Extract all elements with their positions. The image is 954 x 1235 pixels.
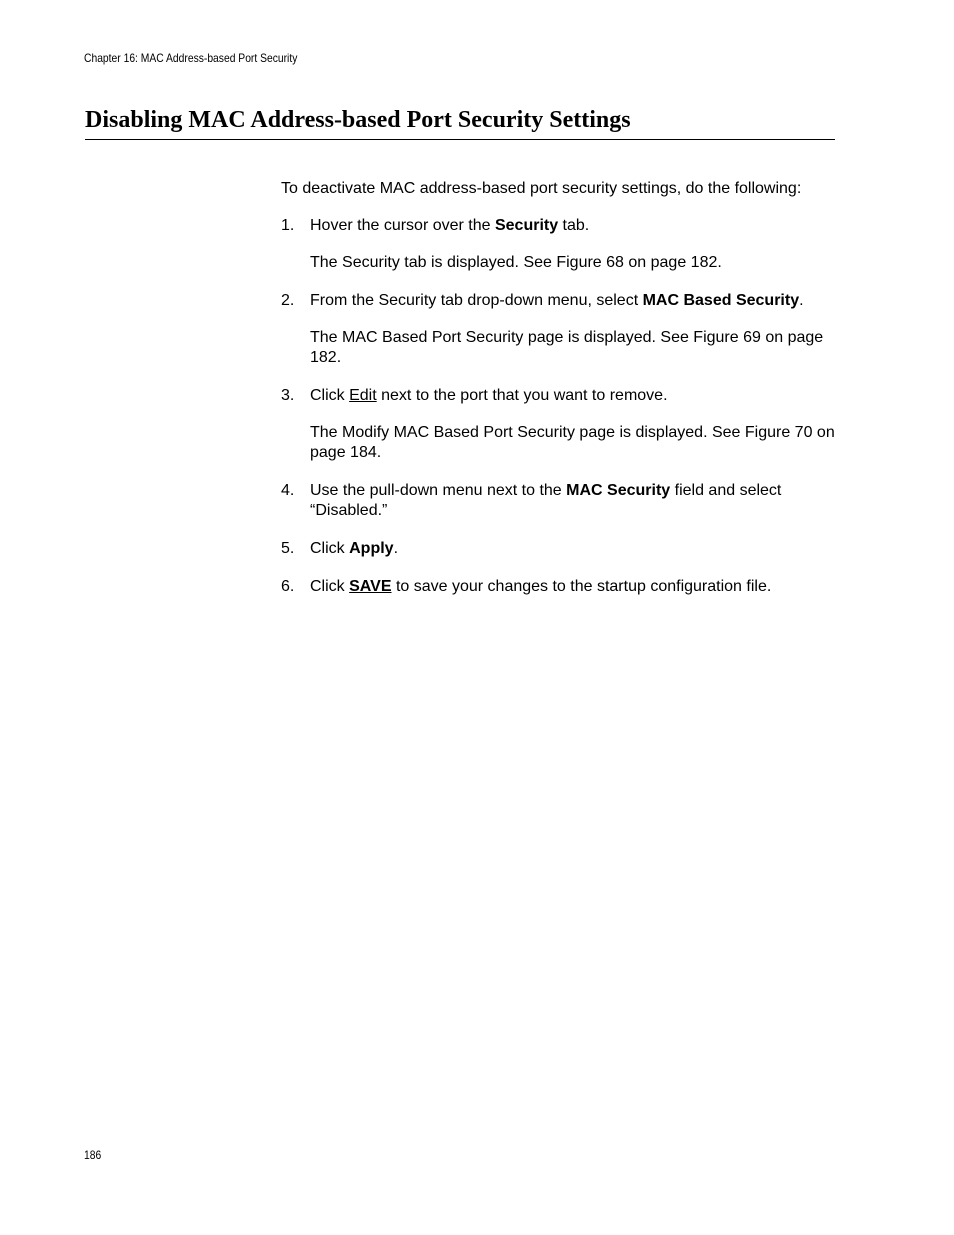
step-text [310, 481, 840, 521]
step-5 [281, 539, 851, 559]
step-2 [281, 291, 851, 368]
step-text [310, 577, 840, 597]
step-number: 5. [281, 540, 295, 557]
security-tab-term: Security [494, 217, 559, 234]
procedure-steps [281, 216, 851, 597]
step-text-lead: From the Security tab drop-down menu, select [310, 292, 643, 309]
step-result-note: The Security tab is displayed. See Figure 68 on page 182. [310, 254, 722, 271]
step-text [310, 216, 840, 236]
apply-term: Apply [349, 540, 394, 557]
step-text-tail: next to the port that you want to remove. [376, 387, 668, 404]
step-1 [281, 216, 851, 273]
step-text-tail: field and select “Disabled.” [310, 482, 782, 519]
running-header: Chapter 16: MAC Address-based Port Security [84, 51, 298, 65]
mac-based-security-term: MAC Based Security [642, 292, 800, 309]
body-block [281, 179, 851, 615]
step-4 [281, 481, 851, 521]
step-text-tail: . [799, 292, 804, 309]
step-text-tail: tab. [558, 217, 590, 234]
step-result-note: The Modify MAC Based Port Security page is displayed. See Figure 70 on page 184. [310, 424, 835, 461]
section-title: Disabling MAC Address-based Port Security Settings [85, 107, 631, 133]
title-rule [85, 139, 835, 140]
step-text-tail: . [393, 540, 399, 557]
edit-link: Edit [349, 387, 377, 404]
step-number: 3. [281, 387, 295, 404]
step-text-lead: Click [310, 540, 350, 557]
step-text [310, 539, 840, 559]
step-text-tail: to save your changes to the startup configuration file. [391, 578, 772, 595]
intro-paragraph: To deactivate MAC address-based port security settings, do the following: [281, 180, 802, 197]
step-text-lead: Use the pull-down menu next to the [310, 482, 567, 499]
step-number: 4. [281, 482, 295, 499]
step-3 [281, 386, 851, 463]
step-number: 2. [281, 292, 295, 309]
step-text [310, 291, 840, 311]
step-text-lead: Click [310, 578, 350, 595]
save-term: SAVE [349, 578, 392, 595]
step-text [310, 386, 840, 406]
step-number: 6. [281, 578, 295, 595]
step-result-note: The MAC Based Port Security page is displayed. See Figure 69 on page 182. [310, 329, 824, 366]
step-text-lead: Hover the cursor over the [310, 217, 495, 234]
page-number: 186 [84, 1148, 102, 1162]
step-text-lead: Click [310, 387, 350, 404]
mac-security-field-term: MAC Security [566, 482, 671, 499]
step-number: 1. [281, 217, 295, 234]
step-6 [281, 577, 851, 597]
